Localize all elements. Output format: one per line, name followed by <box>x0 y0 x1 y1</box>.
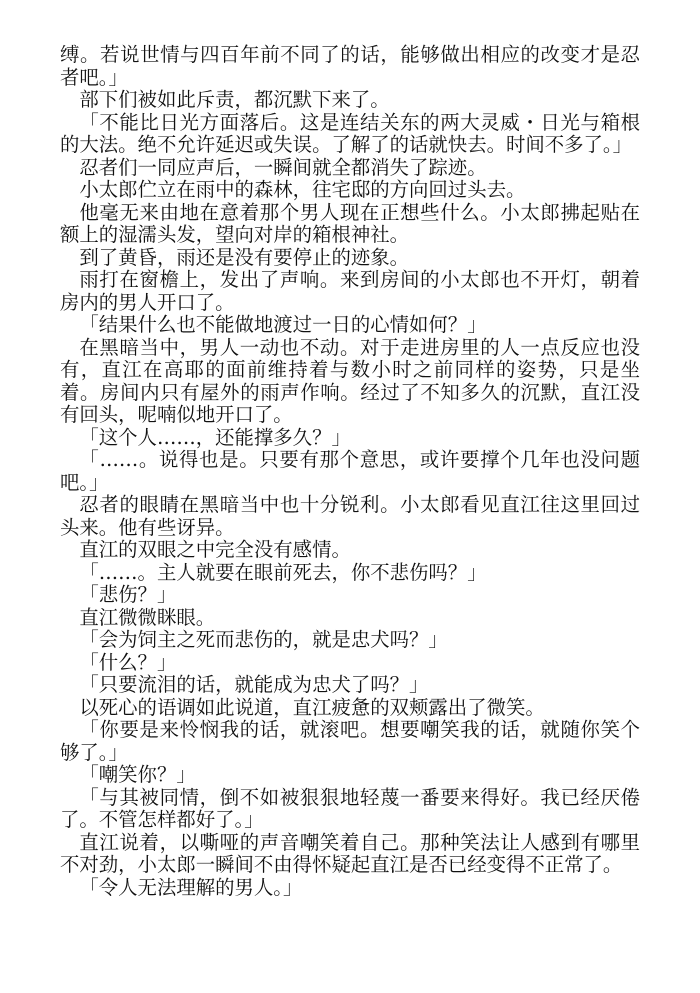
paragraph: 「悲伤？」 <box>79 583 177 606</box>
paragraph: 小太郎伫立在雨中的森林，往宅邸的方向回过头去。 <box>79 178 526 201</box>
paragraph: 雨打在窗檐上，发出了声响。来到房间的小太郎也不开灯，朝着房内的男人开口了。 <box>60 268 640 314</box>
paragraph: 「嘲笑你？」 <box>79 763 196 786</box>
paragraph: 部下们被如此斥责，都沉默下来了。 <box>79 88 390 111</box>
paragraph: 到了黄昏，雨还是没有要停止的迹象。 <box>79 245 410 269</box>
paragraph: 直江说着，以嘶哑的声音嘲笑着自己。那种笑法让人感到有哪里不对劲，小太郎一瞬间不由得怀疑起直江是否已经变得不正常了。 <box>60 830 640 876</box>
paragraph: 「结果什么也不能做地渡过一日的心情如何？」 <box>79 313 487 336</box>
paragraph: 「……。说得也是。只要有那个意思，或许要撑个几年也没问题吧。」 <box>60 448 640 494</box>
paragraph: 直江微微眯眼。 <box>79 605 216 629</box>
paragraph: 「令人无法理解的男人。」 <box>79 875 303 899</box>
paragraph: 「只要流泪的话，就能成为忠犬了吗？」 <box>79 673 429 696</box>
paragraph: 「什么？」 <box>79 650 177 674</box>
page-body <box>60 44 640 899</box>
paragraph: 他毫无来由地在意着那个男人现在正想些什么。小太郎拂起贴在额上的湿濡头发，望向对岸的箱根神社。 <box>60 200 640 246</box>
paragraph: 直江的双眼之中完全没有感情。 <box>79 538 351 561</box>
paragraph: 「不能比日光方面落后。这是连结关东的两大灵威・日光与箱根的大法。绝不允许延迟或失误。了解了的话就快去。时间不多了。」 <box>60 110 640 156</box>
paragraph: 在黑暗当中，男人一动也不动。对于走进房里的人一点反应也没有，直江在高耶的面前维持着与数小时之前同样的姿势，只是坐着。房间内只有屋外的雨声作响。经过了不知多久的沉默，直江没有回头，呢喃似地开口了。 <box>60 335 640 426</box>
paragraph: 以死心的语调如此说道，直江疲惫的双颊露出了微笑。 <box>79 695 545 719</box>
paragraph: 「与其被同情，倒不如被狠狠地轻蔑一番要来得好。我已经厌倦了。不管怎样都好了。」 <box>60 785 640 831</box>
paragraph: 忍者们一同应声后，一瞬间就全都消失了踪迹。 <box>79 155 487 179</box>
paragraph: 缚。若说世情与四百年前不同了的话，能够做出相应的改变才是忍者吧。」 <box>60 43 640 89</box>
paragraph: 「你要是来怜悯我的话，就滚吧。想要嘲笑我的话，就随你笑个够了。」 <box>60 718 640 764</box>
paragraph: 「……。主人就要在眼前死去，你不悲伤吗？」 <box>79 560 487 584</box>
paragraph: 「这个人……，还能撑多久？」 <box>79 425 351 449</box>
paragraph: 「会为饲主之死而悲伤的，就是忠犬吗？」 <box>79 628 448 651</box>
paragraph: 忍者的眼睛在黑暗当中也十分锐利。小太郎看见直江往这里回过头来。他有些讶异。 <box>60 493 640 539</box>
